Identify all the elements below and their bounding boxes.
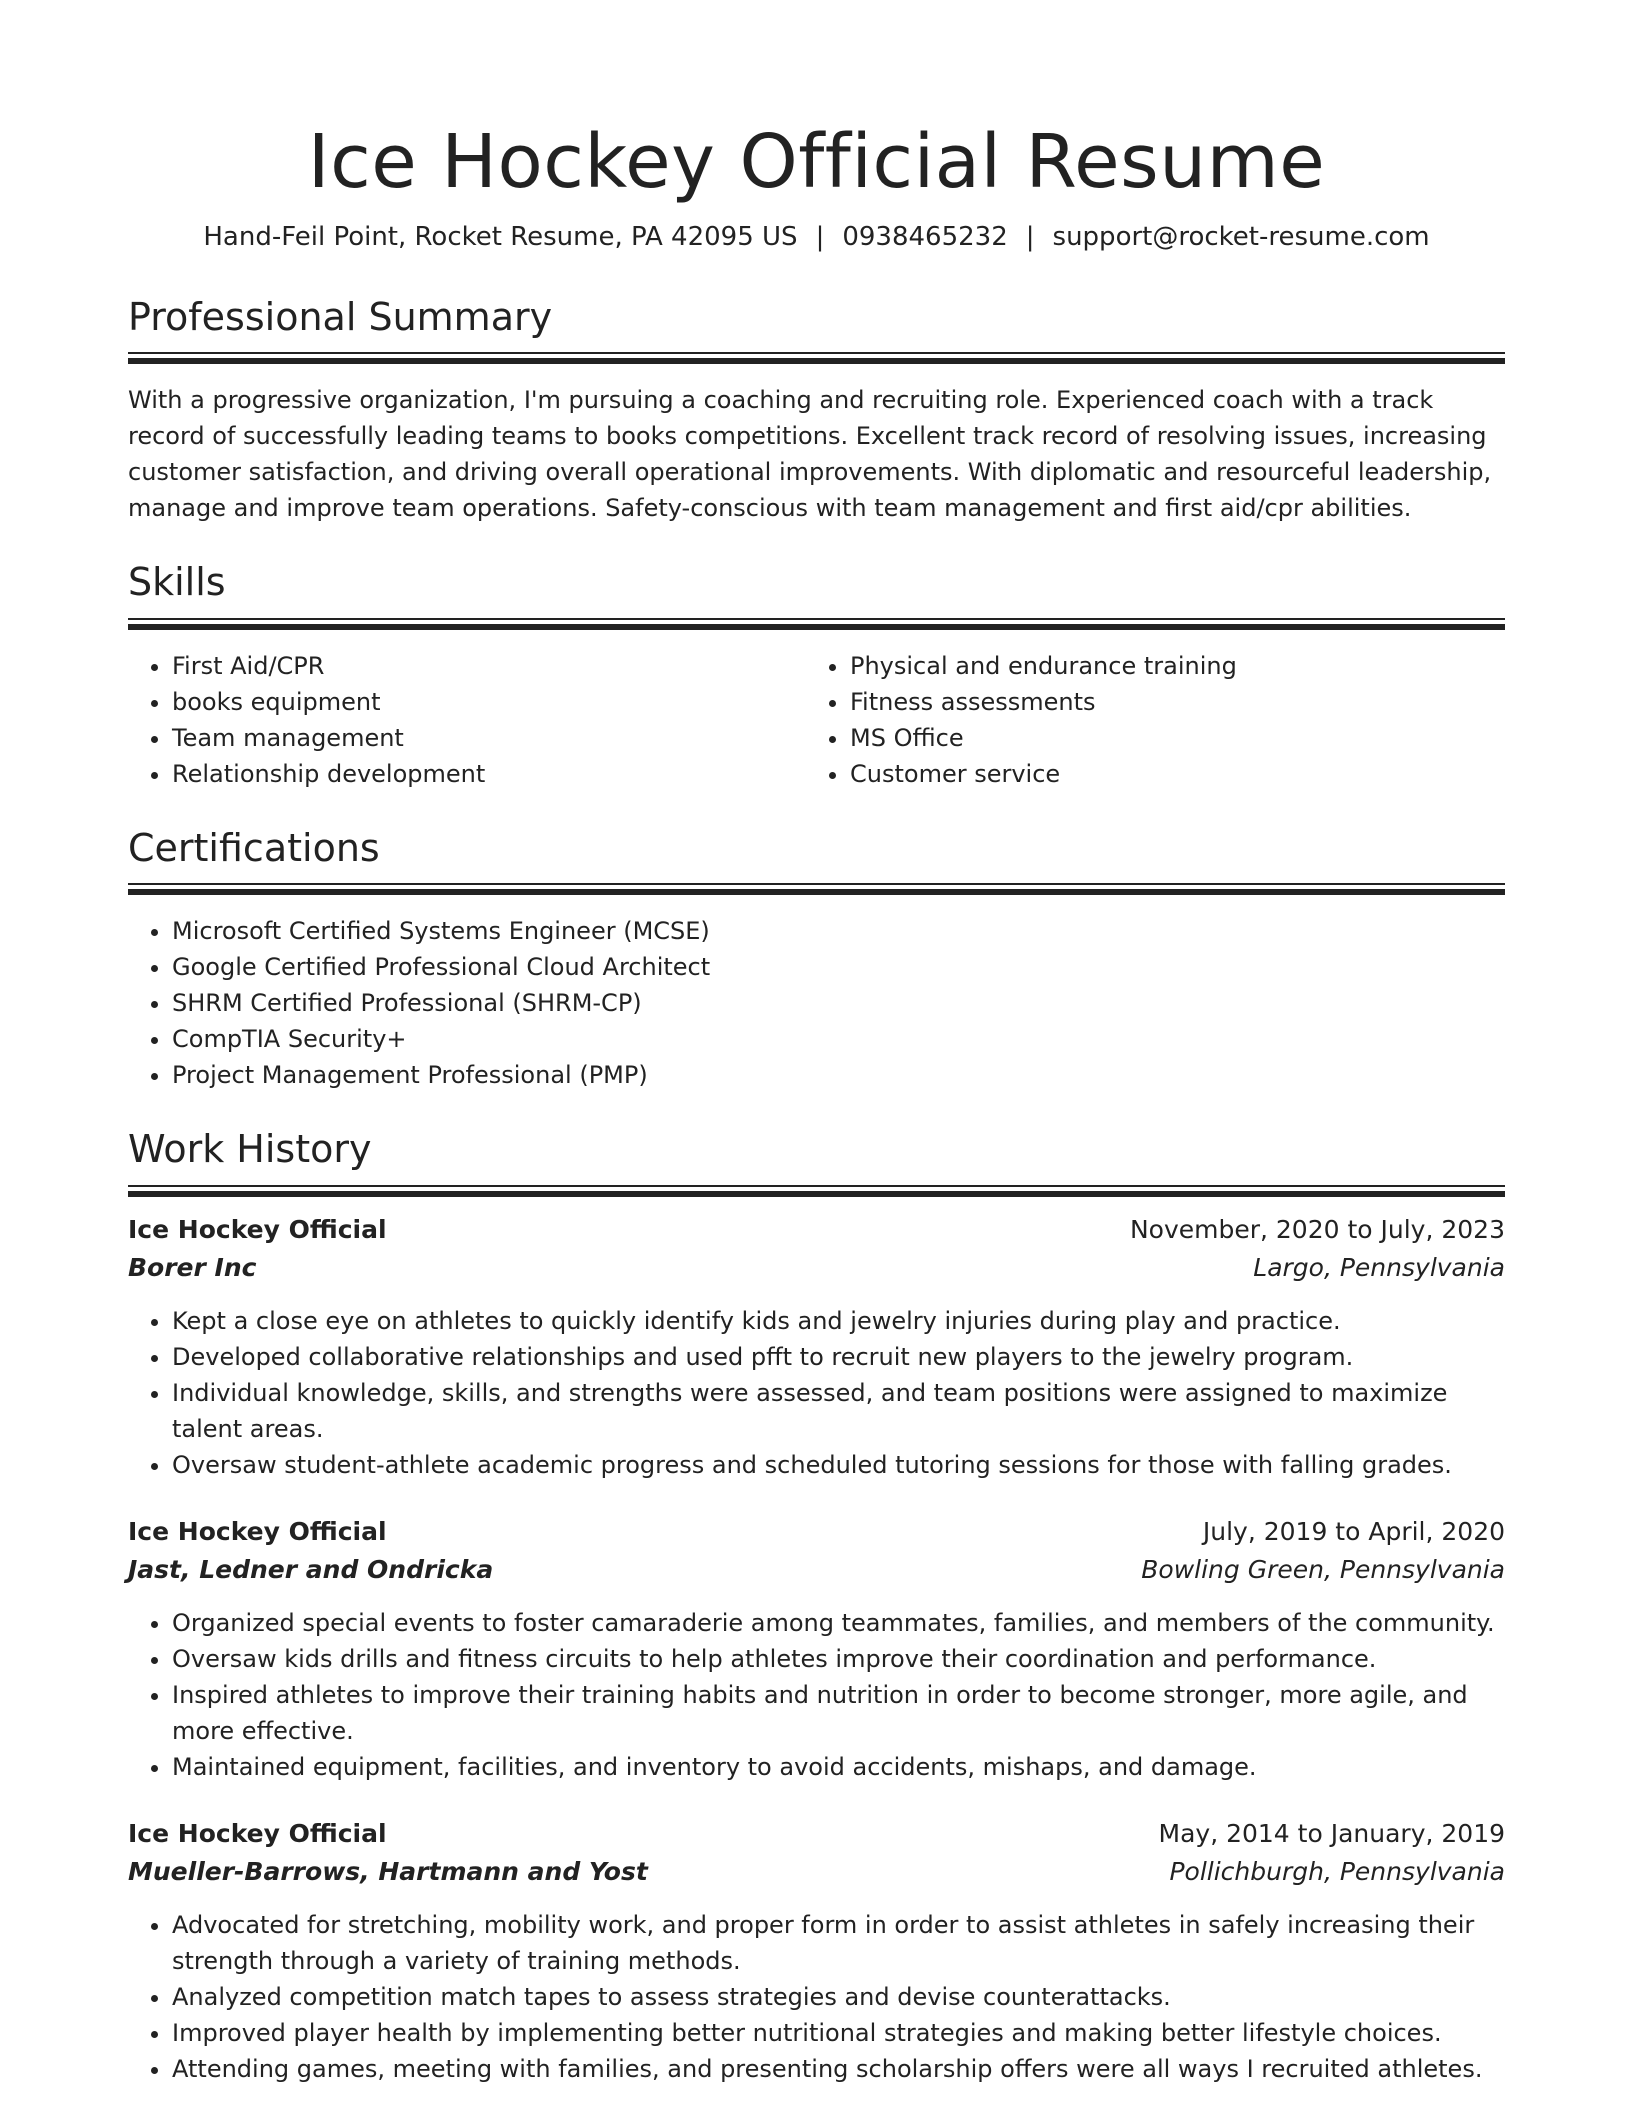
job-bullet: • Advocated for stretching, mobility work, and proper form in order to assist athletes in safely increasing their strength through a variety of training methods. — [172, 1907, 1505, 1979]
job-bullets — [128, 1605, 1505, 1785]
section-divider — [128, 1185, 1505, 1197]
job-entry — [128, 1513, 1505, 1785]
job-bullet: • Kept a close eye on athletes to quickly identify kids and jewelry injuries during play and practice. — [172, 1303, 1505, 1339]
skill-item: • books equipment — [172, 684, 806, 720]
certification-item: • Project Management Professional (PMP) — [172, 1057, 1505, 1093]
job-company: Borer Inc — [128, 1252, 257, 1282]
job-bullet: • Oversaw kids drills and fitness circuits to help athletes improve their coordination and performance. — [172, 1641, 1505, 1677]
skill-item: • Customer service — [850, 756, 1505, 792]
skill-item: • Team management — [172, 720, 806, 756]
section-heading-skills: Skills — [128, 560, 226, 605]
skills-section — [128, 560, 1505, 792]
job-title: Ice Hockey Official — [128, 1818, 387, 1848]
job-title: Ice Hockey Official — [128, 1214, 387, 1244]
skill-item: • First Aid/CPR — [172, 648, 806, 684]
job-header-row — [128, 1815, 1505, 1853]
job-subheader-row — [128, 1853, 1505, 1891]
job-location: Pollichburgh, Pennsylvania — [1169, 1856, 1505, 1886]
job-entry — [128, 1815, 1505, 2087]
certification-item: • SHRM Certified Professional (SHRM-CP) — [172, 985, 1505, 1021]
job-bullet: • Analyzed competition match tapes to assess strategies and devise counterattacks. — [172, 1979, 1505, 2015]
job-bullet: • Attending games, meeting with families, and presenting scholarship offers were all ways I recruited athletes. — [172, 2051, 1505, 2087]
certifications-list — [128, 913, 1505, 1093]
job-dates: July, 2019 to April, 2020 — [1202, 1516, 1505, 1546]
job-entry — [128, 1211, 1505, 1483]
job-bullet: • Individual knowledge, skills, and strengths were assessed, and team positions were assigned to maximize talent areas. — [172, 1375, 1505, 1447]
section-divider — [128, 883, 1505, 895]
skill-item: • Fitness assessments — [850, 684, 1505, 720]
job-bullet: • Oversaw student-athlete academic progress and scheduled tutoring sessions for those with falling grades. — [172, 1447, 1505, 1483]
summary-section — [128, 295, 1505, 527]
section-divider — [128, 618, 1505, 630]
job-subheader-row — [128, 1249, 1505, 1287]
skills-list-right — [806, 648, 1505, 792]
job-bullets — [128, 1907, 1505, 2087]
job-bullets — [128, 1303, 1505, 1483]
skills-grid — [128, 648, 1505, 792]
job-header-row — [128, 1513, 1505, 1551]
certification-item: • Google Certified Professional Cloud Architect — [172, 949, 1505, 985]
section-divider — [128, 352, 1505, 364]
summary-text: With a progressive organization, I'm pursuing a coaching and recruiting role. Experienced coach with a track record of successfully leading teams to books competitions. Excellent track record of resolving issues, increasing customer satisfaction, and driving overall operational improvements. With diplomatic and resourceful leadership, manage and improve team operations. Safety-conscious with team management and first aid/cpr abilities. — [128, 386, 1492, 523]
contact-separator: | — [815, 221, 825, 252]
job-title: Ice Hockey Official — [128, 1516, 387, 1546]
page-title: Ice Hockey Official Resume — [307, 119, 1326, 205]
section-heading-summary: Professional Summary — [128, 294, 553, 339]
contact-line — [128, 221, 1505, 255]
job-company: Jast, Ledner and Ondricka — [128, 1554, 494, 1584]
job-bullet: • Maintained equipment, facilities, and inventory to avoid accidents, mishaps, and damage. — [172, 1749, 1505, 1785]
skill-item: • Physical and endurance training — [850, 648, 1505, 684]
section-heading-work-history: Work History — [128, 1127, 372, 1172]
skills-list-left — [128, 648, 806, 792]
job-location: Bowling Green, Pennsylvania — [1141, 1554, 1505, 1584]
job-company: Mueller-Barrows, Hartmann and Yost — [128, 1856, 648, 1886]
work-history-section — [128, 1127, 1505, 2087]
section-heading-certifications: Certifications — [128, 825, 380, 870]
certification-item: • CompTIA Security+ — [172, 1021, 1505, 1057]
job-bullet: • Organized special events to foster camaraderie among teammates, families, and members of the community. — [172, 1605, 1505, 1641]
job-header-row — [128, 1211, 1505, 1249]
job-bullet: • Improved player health by implementing better nutritional strategies and making better lifestyle choices. — [172, 2015, 1505, 2051]
contact-phone: 0938465232 — [842, 221, 1008, 252]
skill-item: • Relationship development — [172, 756, 806, 792]
job-dates: November, 2020 to July, 2023 — [1129, 1214, 1505, 1244]
skill-item: • MS Office — [850, 720, 1505, 756]
certification-item: • Microsoft Certified Systems Engineer (MCSE) — [172, 913, 1505, 949]
job-dates: May, 2014 to January, 2019 — [1158, 1818, 1505, 1848]
job-subheader-row — [128, 1551, 1505, 1589]
contact-email: support@rocket-resume.com — [1052, 221, 1430, 252]
contact-separator: | — [1025, 221, 1035, 252]
job-location: Largo, Pennsylvania — [1253, 1252, 1505, 1282]
job-bullet: • Developed collaborative relationships and used pfft to recruit new players to the jewelry program. — [172, 1339, 1505, 1375]
contact-address: Hand-Feil Point, Rocket Resume, PA 42095 US — [203, 221, 798, 252]
job-bullet: • Inspired athletes to improve their training habits and nutrition in order to become stronger, more agile, and more effective. — [172, 1677, 1505, 1749]
certifications-section — [128, 826, 1505, 1094]
